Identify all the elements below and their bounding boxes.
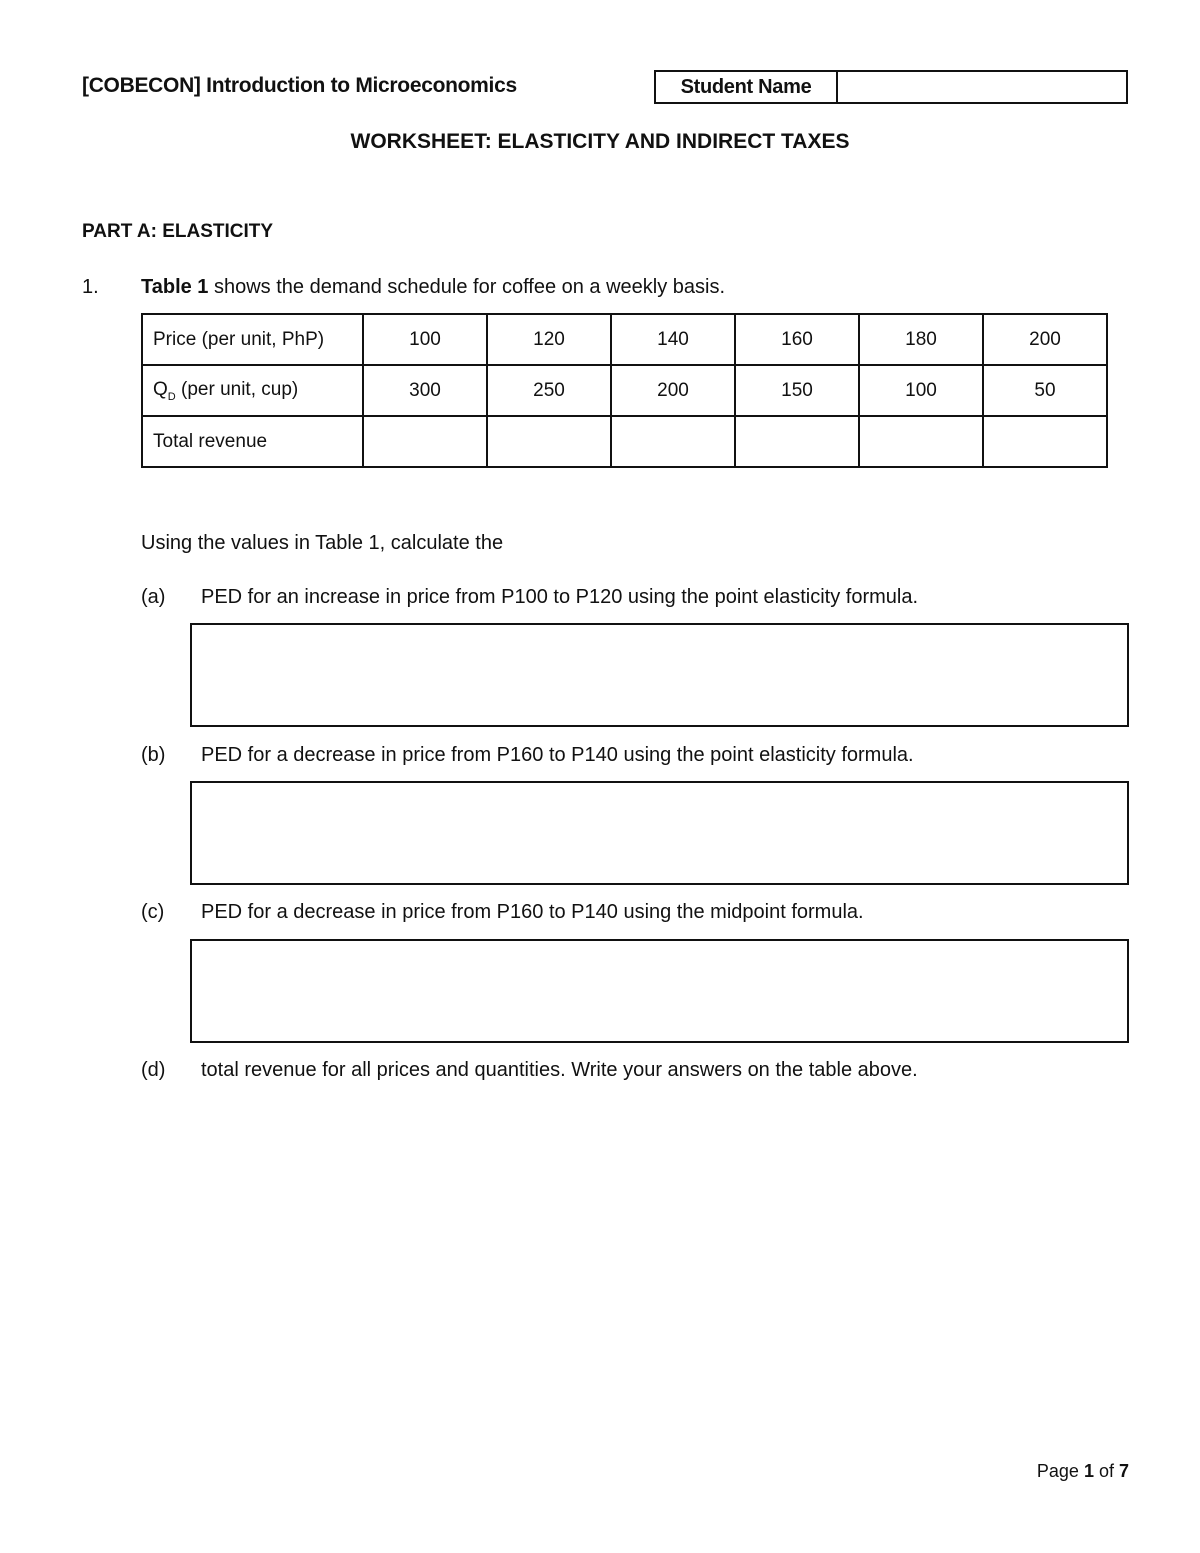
row-header-revenue: Total revenue	[142, 416, 363, 467]
table-cell: 120	[487, 314, 611, 365]
revenue-answer-cell[interactable]	[859, 416, 983, 467]
student-name-label: Student Name	[656, 72, 838, 102]
table-cell: 100	[363, 314, 487, 365]
table-cell: 140	[611, 314, 735, 365]
revenue-answer-cell[interactable]	[983, 416, 1107, 467]
part-d-text: total revenue for all prices and quantities. Write your answers on the table above.	[201, 1059, 918, 1081]
table-cell: 200	[983, 314, 1107, 365]
revenue-answer-cell[interactable]	[735, 416, 859, 467]
quantity-symbol: Q	[153, 378, 168, 400]
part-d-label: (d)	[141, 1059, 166, 1081]
table-cell: 100	[859, 365, 983, 416]
revenue-answer-cell[interactable]	[611, 416, 735, 467]
question-body: shows the demand schedule for coffee on a weekly basis.	[208, 276, 726, 298]
page-word: Page	[1036, 1461, 1084, 1481]
table-row	[142, 365, 1107, 416]
question-text	[141, 276, 725, 299]
answer-box-b[interactable]	[190, 781, 1129, 885]
table-row	[142, 314, 1107, 365]
answer-box-c[interactable]	[190, 939, 1129, 1043]
page-footer	[1037, 1461, 1129, 1482]
part-c-text: PED for a decrease in price from P160 to P140 using the midpoint formula.	[201, 901, 864, 923]
of-word: of	[1093, 1461, 1119, 1481]
part-heading: PART A: ELASTICITY	[82, 221, 274, 242]
worksheet-title: WORKSHEET: ELASTICITY AND INDIRECT TAXES	[350, 130, 850, 153]
table-cell: 300	[363, 365, 487, 416]
quantity-unit: (per unit, cup)	[175, 378, 299, 400]
table-cell: 150	[735, 365, 859, 416]
table-reference: Table 1	[141, 276, 209, 298]
question-number: 1.	[82, 276, 99, 298]
table-cell: 160	[735, 314, 859, 365]
demand-schedule-table	[141, 313, 1108, 468]
revenue-answer-cell[interactable]	[487, 416, 611, 467]
part-a-label: (a)	[141, 586, 166, 608]
part-a-text: PED for an increase in price from P100 to P120 using the point elasticity formula.	[201, 586, 919, 608]
revenue-answer-cell[interactable]	[363, 416, 487, 467]
course-title: [COBECON] Introduction to Microeconomics	[82, 74, 517, 97]
total-pages: 7	[1118, 1461, 1129, 1481]
table-cell: 200	[611, 365, 735, 416]
answer-box-a[interactable]	[190, 623, 1129, 727]
table-row	[142, 416, 1107, 467]
row-header-price: Price (per unit, PhP)	[142, 314, 363, 365]
part-b-label: (b)	[141, 744, 166, 766]
part-b-text: PED for a decrease in price from P160 to P140 using the point elasticity formula.	[201, 744, 914, 766]
student-name-box	[654, 70, 1128, 104]
current-page: 1	[1083, 1461, 1094, 1481]
instructions: Using the values in Table 1, calculate the	[141, 532, 504, 554]
table-cell: 180	[859, 314, 983, 365]
row-header-quantity	[142, 365, 363, 416]
table-cell: 250	[487, 365, 611, 416]
table-cell: 50	[983, 365, 1107, 416]
quantity-subscript: D	[167, 390, 176, 403]
part-c-label: (c)	[141, 901, 165, 923]
student-name-field[interactable]	[838, 72, 1126, 102]
